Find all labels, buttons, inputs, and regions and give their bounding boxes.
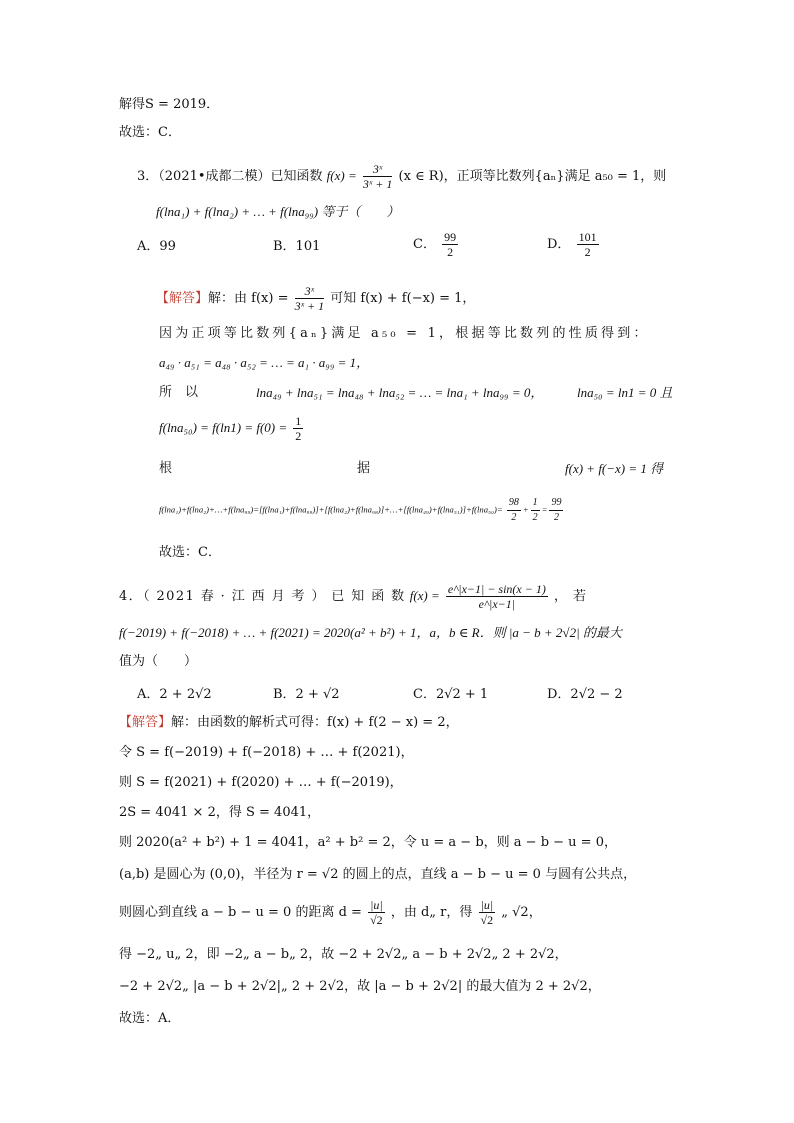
q3-option-b: B．101 (273, 239, 321, 254)
a3-line-6-ju: 据 (357, 461, 371, 476)
a3-line-7-frac-2-den: 2 (532, 512, 538, 523)
q3-option-c-den: 2 (447, 245, 454, 259)
a3-line-7-frac-3-den: 2 (553, 512, 559, 523)
a3-line-7-frac-2 (531, 496, 540, 525)
a4-line-7-frac-1 (368, 898, 385, 927)
q3-option-d-label: D． (547, 237, 571, 252)
q3-function-name: f(x) = (326, 168, 357, 183)
q4-option-a: A．2 + 2√2 (137, 687, 212, 702)
q3-condition: (x ∈ R)，正项等比数列{aₙ}满足 a₅₀ = 1，则 (398, 169, 667, 184)
q3-sum-expression: f(lna₁) + f(lna₂) + … + f(lna₉₉) 等于（ ） (156, 204, 400, 219)
question-4-stem (119, 582, 592, 611)
a4-line-7 (119, 898, 542, 927)
q4-fraction-numerator: e^|x−1| − sin(x − 1) (447, 582, 546, 596)
a3-answer-tag: 【解答】 (156, 291, 209, 306)
a3-answer-line: 故选：C． (159, 545, 221, 560)
a4-line-7-frac-1-den: √2 (370, 913, 383, 927)
question-4-head: 4．（ 2021 春 · 江 西 月 考 ） 已 知 函 数 (119, 589, 406, 604)
q3-fraction-denominator: 3ˣ + 1 (362, 177, 393, 191)
a3-line-7-frac-1-num: 98 (507, 496, 521, 511)
a3-line-1-text: 解：由 f(x) = (208, 291, 289, 306)
a3-function-fraction (295, 284, 324, 313)
a4-answer-tag: 【解答】 (119, 715, 172, 730)
a3-line-3: a₄₉ · a₅₁ = a₄₈ · a₅₂ = … = a₁ · a₉₉ = 1， (159, 355, 370, 370)
q4-option-c: C．2√2 + 1 (413, 687, 489, 702)
a3-fraction-denominator: 3ˣ + 1 (294, 299, 325, 313)
a3-line-4-expr: lna₄₉ + lna₅₁ = lna₄₈ + lna₅₂ = … = lna₁ + lna₉₉ = 0， (256, 385, 544, 400)
q3-option-c (413, 230, 460, 259)
a4-line-9: −2 + 2√2„ |a − b + 2√2|„ 2 + 2√2，故 |a − b + 2√2| 的最大值为 2 + 2√2， (119, 979, 601, 994)
a3-line-7-frac-3-num: 99 (549, 496, 563, 511)
q4-line-2: f(−2019) + f(−2018) + … + f(2021) = 2020(a² + b²) + 1，a，b ∈ R．则 |a − b + 2√2| 的最大 (119, 625, 622, 640)
a3-line-5-num: 1 (295, 414, 302, 428)
q3-option-d-num: 101 (578, 230, 597, 244)
a3-line-5 (159, 414, 305, 443)
a3-line-5-expr: f(lna₅₀) = f(ln1) = f(0) = (159, 420, 288, 435)
q4-ruo: ，若 (554, 589, 593, 604)
a3-line-6-tail: f(x) + f(−x) = 1 得 (565, 461, 664, 476)
q3-option-c-num: 99 (444, 230, 457, 244)
a3-line-4-label: 所 以 (159, 385, 199, 400)
q3-fraction-numerator: 3ˣ (363, 162, 392, 177)
a4-line-7-frac-2-den: √2 (480, 913, 494, 927)
a3-line-1-tail: 可知 f(x) + f(−x) = 1， (330, 291, 476, 306)
a3-fraction-numerator: 3ˣ (295, 284, 324, 299)
a4-line-6: (a,b) 是圆心为 (0,0)，半径为 r = √2 的圆上的点，直线 a − b − u = 0 与圆有公共点， (119, 867, 637, 882)
a4-line-7-frac-2 (479, 898, 496, 927)
a4-line-7-frac-1-num: |u| (370, 898, 383, 912)
q3-option-c-label: C． (413, 237, 436, 252)
question-3-stem (137, 162, 666, 191)
a4-line-4: 2S = 4041 × 2，得 S = 4041， (119, 805, 321, 820)
q3-option-d (547, 230, 601, 259)
a3-line-7-frac-1 (507, 496, 521, 525)
a3-line-2: 因为正项等比数列{aₙ}满足 a₅₀ = 1，根据等比数列的性质得到： (159, 326, 650, 341)
q3-option-c-fraction (442, 230, 458, 259)
a3-line-5-fraction (293, 414, 303, 443)
q3-function-fraction (363, 162, 392, 191)
a4-line-5: 则 2020(a² + b²) + 1 = 4041，a² + b² = 2，令 u = a − b，则 a − b − u = 0， (119, 835, 617, 850)
q4-function-fraction (446, 582, 548, 611)
a4-line-7-tail: „ √2， (501, 905, 542, 920)
a3-line-6-gen: 根 (159, 461, 173, 476)
answer-line: 故选：C． (119, 125, 181, 140)
a4-line-7-frac-2-num: |u| (480, 898, 494, 912)
a3-line-7: f(lna₁)+f(lna₂)+…+f(lna₉₉)=[f(lna₁)+f(lna₉₉)]+[f(lna₂)+f(lna₉₈)]+…+[f(lna₄₉)+f(lna₅₁)]+f(lna₅₀)= $\frac{98}{2}$ + $\frac{1}{2}$ = $\frac{99}{2}$ (159, 497, 562, 523)
a4-line-2: 令 S = f(−2019) + f(−2018) + … + f(2021)， (119, 745, 414, 760)
q4-function-name: f(x) = (409, 588, 440, 603)
a4-line-3: 则 S = f(2021) + f(2020) + … + f(−2019)， (119, 775, 403, 790)
a4-answer-line: 故选：A． (119, 1011, 181, 1026)
a4-line-7-mid: ，由 d„ r，得 (390, 905, 473, 920)
q4-line-3: 值为（ ） (119, 654, 198, 669)
q3-option-d-den: 2 (584, 245, 591, 259)
a4-line-8: 得 −2„ u„ 2，即 −2„ a − b„ 2，故 −2 + 2√2„ a − b + 2√2„ 2 + 2√2， (119, 947, 568, 962)
a3-line-4-tail: lna₅₀ = ln1 = 0 且 (577, 385, 673, 400)
a3-line-1 (156, 284, 475, 313)
a3-line-7-frac-2-num: 1 (531, 496, 540, 511)
q4-option-b: B．2 + √2 (273, 687, 340, 702)
q3-option-d-fraction (577, 230, 599, 259)
a4-line-1 (119, 714, 459, 732)
solution-result-line: 解得S = 2019． (119, 97, 220, 112)
q4-option-d: D．2√2 − 2 (547, 687, 623, 702)
a3-line-7-expr: f(lna₁)+f(lna₂)+…+f(lna₉₉)=[f(lna₁)+f(lna₉₉)]+[f(lna₂)+f(lna₉₈)]+…+[f(lna₄₉)+f(lna₅₁)]+f(lna₅₀)= (159, 504, 503, 515)
question-3-head: 3．（2021•成都二模）已知函数 (137, 169, 323, 184)
q3-option-a: A．99 (137, 239, 176, 254)
a4-line-7-text: 则圆心到直线 a − b − u = 0 的距离 d = (119, 905, 362, 920)
a3-line-5-den: 2 (295, 429, 302, 443)
a3-line-7-frac-1-den: 2 (511, 512, 517, 523)
a3-line-7-frac-3 (549, 496, 563, 525)
a4-line-1-text: 解：由函数的解析式可得：f(x) + f(2 − x) = 2， (171, 715, 459, 730)
q4-fraction-denominator: e^|x−1| (478, 597, 516, 611)
